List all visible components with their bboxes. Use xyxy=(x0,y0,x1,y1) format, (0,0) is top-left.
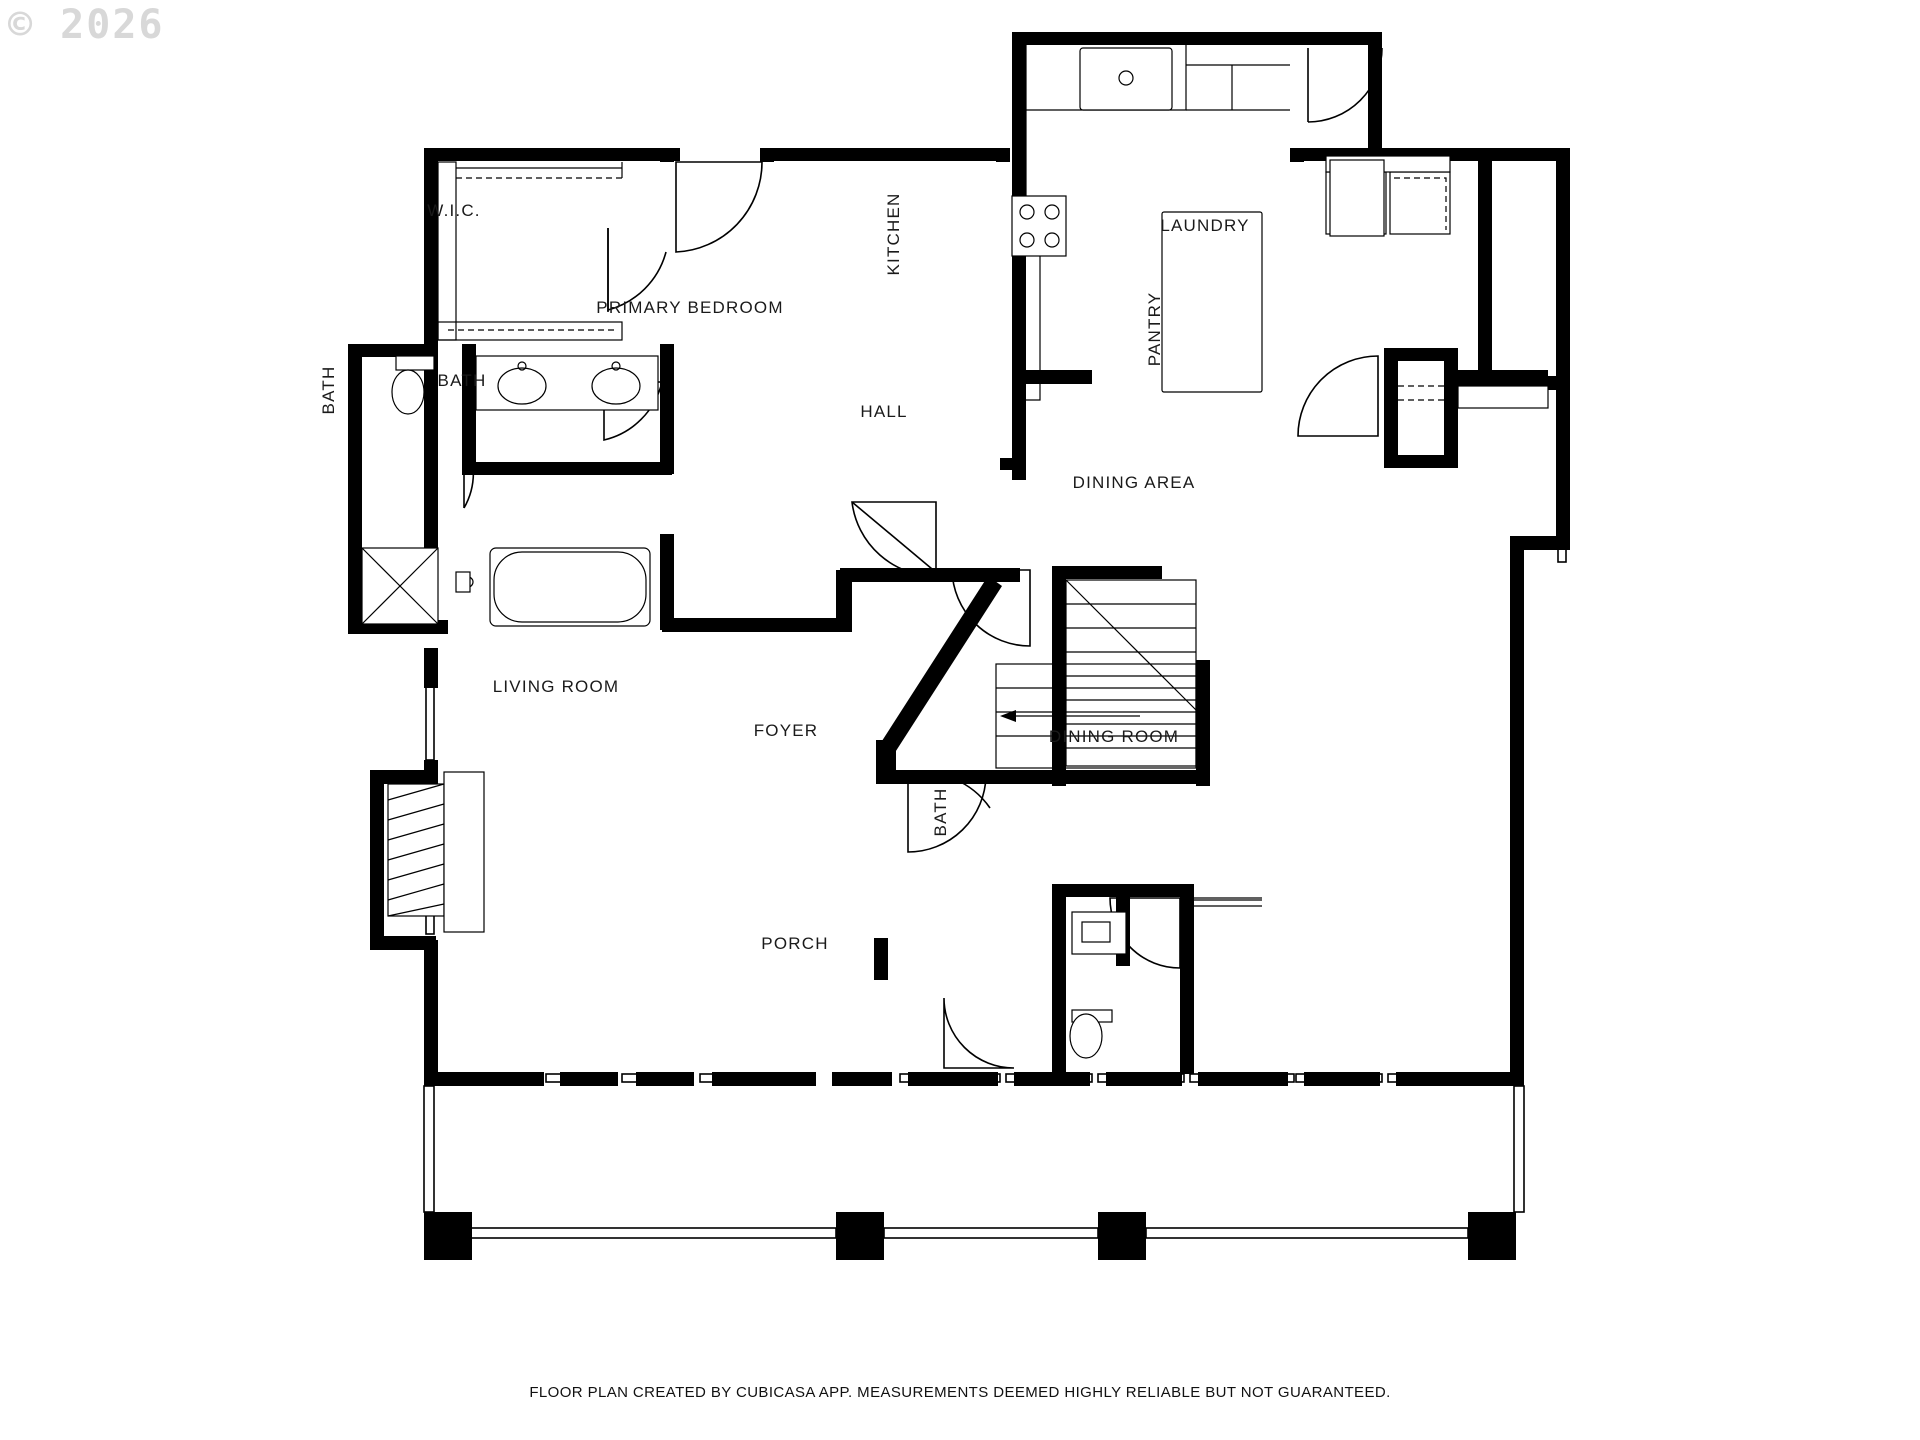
room-label-primary-bedroom: PRIMARY BEDROOM xyxy=(596,298,784,317)
copyright-watermark: © 2026 xyxy=(8,2,165,48)
kitchen-fixtures xyxy=(1012,45,1548,408)
room-label-living-room: LIVING ROOM xyxy=(492,677,620,696)
room-label-bath-left: BATH xyxy=(319,365,338,415)
fireplace xyxy=(388,772,484,932)
closet-fixtures xyxy=(438,162,622,340)
room-label-dining-area: DINING AREA xyxy=(1072,473,1196,492)
detail-lines xyxy=(1194,378,1548,898)
wall-group xyxy=(348,32,1570,1260)
room-label-kitchen: KITCHEN xyxy=(884,192,903,276)
room-label-hall: HALL xyxy=(860,402,908,421)
room-label-wic: W.I.C. xyxy=(427,201,481,220)
room-label-bath-primary: BATH xyxy=(437,371,487,390)
room-label-foyer: FOYER xyxy=(753,721,819,740)
room-label-laundry: LAUNDRY xyxy=(1160,216,1250,235)
footer-disclaimer: FLOOR PLAN CREATED BY CUBICASA APP. MEASUREMENTS DEEMED HIGHLY RELIABLE BUT NOT GUARANTEED. xyxy=(529,1384,1391,1401)
room-label-pantry: PANTRY xyxy=(1145,291,1164,367)
room-label-dining-room: DINING ROOM xyxy=(1048,727,1180,746)
porch-structure xyxy=(424,1086,1524,1238)
room-label-bath-powder: BATH xyxy=(931,787,950,837)
room-label-porch: PORCH xyxy=(761,934,829,953)
